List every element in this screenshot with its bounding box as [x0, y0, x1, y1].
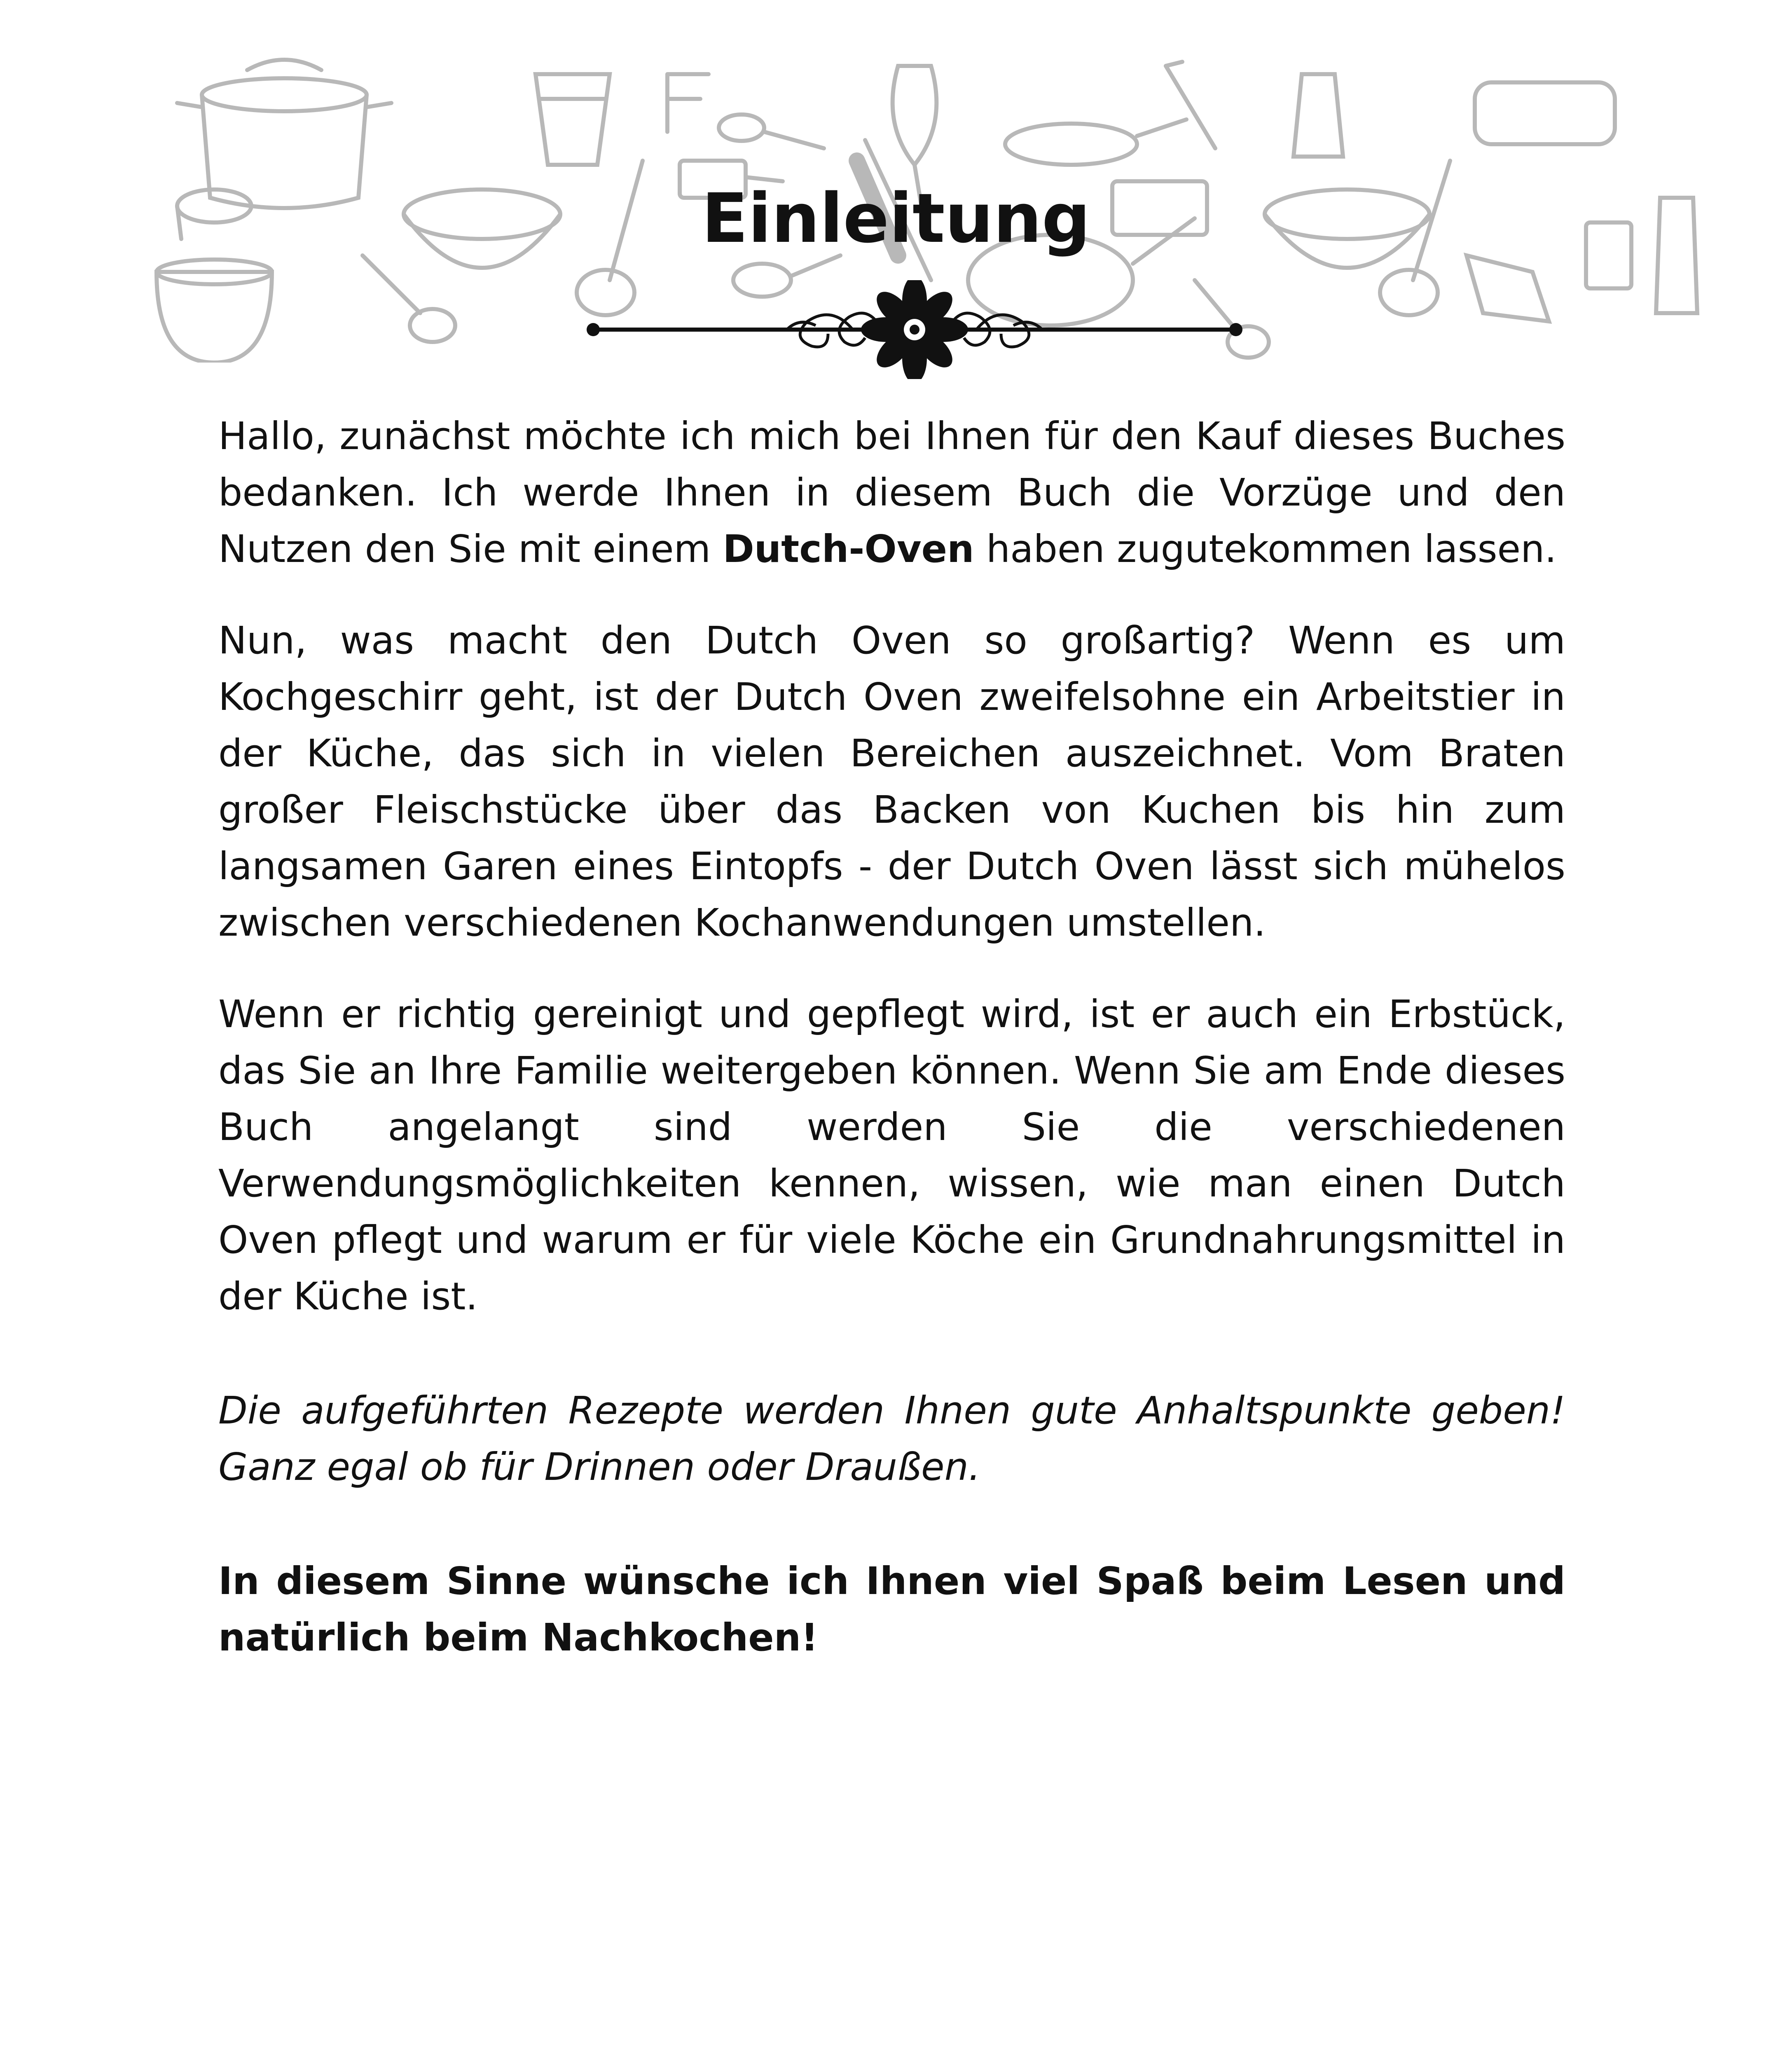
paragraph-intro: Hallo, zunächst möchte ich mich bei Ihnen für den Kauf dieses Buches bedanken. Ich werde Ihnen in diesem Buch die Vorzüge und den Nutzen den Sie mit einem Dutch-Oven haben zugutekommen lassen.: [218, 414, 1565, 571]
flower-icon: [861, 280, 968, 379]
cake-ring-icon: [1475, 82, 1615, 144]
slotted-spoon-icon: [363, 255, 455, 342]
knife-icon: [1166, 62, 1215, 148]
jug-icon: [1294, 74, 1343, 157]
paragraph-heirloom: Wenn er richtig gereinigt und gepflegt wird, ist er auch ein Erbstück, das Sie an Ihre Familie weitergeben können. Wenn Sie am Ende dieses Buch angelangt sind werden Sie die verschiedenen Verwendungsmöglichkeiten kennen, wissen, wie man einen Dutch Oven pflegt und warum er für viele Köche ein Grundnahrungsmittel in der Küche ist.: [218, 992, 1565, 1318]
flower-ornament-divider: [585, 280, 1244, 379]
spoon-icon: [719, 115, 824, 148]
introduction-text: [218, 408, 1565, 1701]
glass-icon: [536, 74, 610, 165]
page-title: Einleitung: [702, 179, 1090, 258]
italic-note: Die aufgeführten Rezepte werden Ihnen gute Anhaltspunkte geben! Ganz egal ob für Drinnen oder Draußen.: [218, 1388, 1565, 1489]
frying-pan-icon: [1005, 119, 1186, 165]
paragraph-why-great: Nun, was macht den Dutch Oven so großartig? Wenn es um Kochgeschirr geht, ist der Dutch Oven zweifelsohne ein Arbeitstier in der Küche, das sich in vielen Bereichen auszeichnet. Vom Braten großer Fleischstücke über das Backen von Kuchen bis hin zum langsamen Garen eines Eintopfs - der Dutch Oven lässt sich mühelos zwischen verschiedenen Kochanwendungen umstellen.: [218, 618, 1565, 945]
dutch-oven-emphasis: Dutch-Oven: [723, 527, 974, 571]
spatula-icon: [667, 74, 709, 132]
towel-icon: [1467, 255, 1549, 321]
closing-wish: In diesem Sinne wünsche ich Ihnen viel Spaß beim Lesen und natürlich beim Nachkochen!: [218, 1559, 1565, 1660]
